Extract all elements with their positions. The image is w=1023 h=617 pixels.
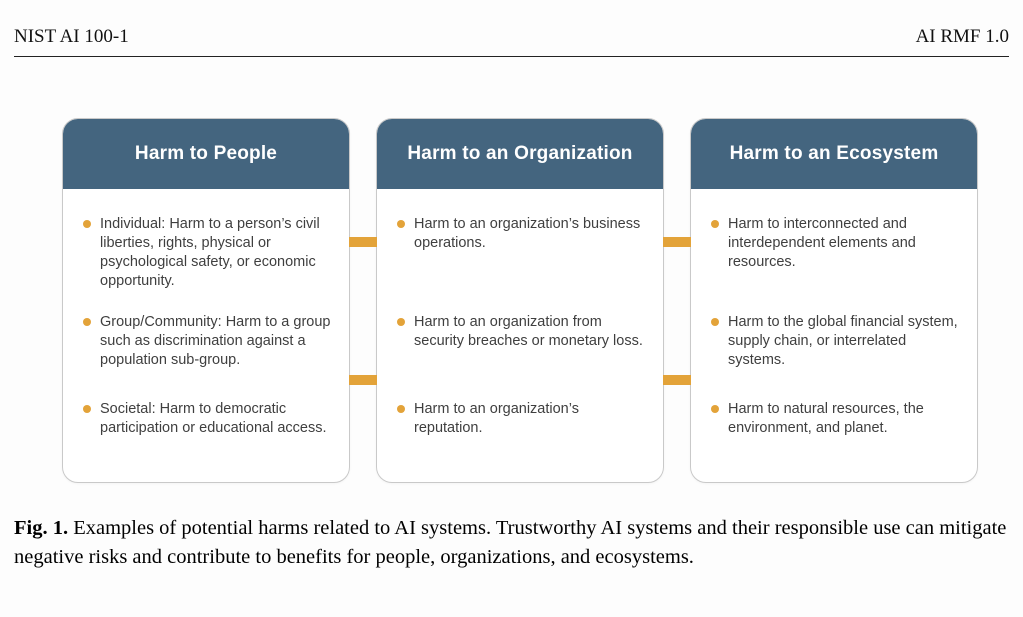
bullet-text: Harm to natural resources, the environment, and planet. xyxy=(728,401,924,437)
figure-caption-text: Examples of potential harms related to AI systems. Trustworthy AI systems and their responsible use can mitigate negative risks and contribute to benefits for people, organizations, and ecosystems. xyxy=(14,517,1007,569)
bullet-dot-icon xyxy=(83,318,91,326)
bullet-list xyxy=(709,215,959,438)
card-harm-to-ecosystem-header xyxy=(691,119,977,189)
card-harm-to-people xyxy=(62,118,350,483)
card-harm-to-organization xyxy=(376,118,664,483)
list-item xyxy=(709,313,959,400)
list-item xyxy=(81,215,331,313)
bullet-dot-icon xyxy=(397,318,405,326)
card-harm-to-people-header xyxy=(63,119,349,189)
bullet-text: Harm to an organization’s business operations. xyxy=(414,216,641,252)
list-item xyxy=(395,313,645,400)
card-harm-to-organization-body xyxy=(377,189,663,438)
connector-bar xyxy=(349,375,377,385)
bullet-dot-icon xyxy=(711,405,719,413)
figure-caption xyxy=(14,514,1014,572)
figure-harms-diagram xyxy=(62,118,978,483)
bullet-text: Group/Community: Harm to a group such as discrimination against a population sub-group. xyxy=(100,314,331,369)
connector-bar xyxy=(349,237,377,247)
card-title: Harm to People xyxy=(134,143,278,164)
connector-bar xyxy=(663,237,691,247)
bullet-text: Harm to interconnected and interdependent elements and resources. xyxy=(728,216,916,271)
bullet-dot-icon xyxy=(711,318,719,326)
list-item xyxy=(395,215,645,313)
list-item xyxy=(709,215,959,313)
list-item xyxy=(709,400,959,438)
bullet-list xyxy=(395,215,645,438)
connector-bar xyxy=(663,375,691,385)
bullet-list xyxy=(81,215,331,438)
card-harm-to-people-body xyxy=(63,189,349,438)
bullet-text: Individual: Harm to a person’s civil liberties, rights, physical or psychological safety, or economic opportunity. xyxy=(100,216,320,290)
bullet-dot-icon xyxy=(397,220,405,228)
document-title: AI RMF 1.0 xyxy=(915,26,1009,47)
header-rule xyxy=(14,56,1009,57)
list-item xyxy=(81,400,331,438)
bullet-dot-icon xyxy=(83,220,91,228)
bullet-dot-icon xyxy=(711,220,719,228)
bullet-text: Harm to an organization from security breaches or monetary loss. xyxy=(414,314,643,350)
list-item xyxy=(395,400,645,438)
bullet-dot-icon xyxy=(397,405,405,413)
running-head xyxy=(14,26,1009,48)
figure-caption-label: Fig. 1. xyxy=(14,517,69,539)
card-harm-to-ecosystem xyxy=(690,118,978,483)
bullet-text: Harm to the global financial system, supply chain, or interrelated systems. xyxy=(728,314,958,369)
card-harm-to-organization-header xyxy=(377,119,663,189)
bullet-text: Harm to an organization’s reputation. xyxy=(414,401,579,437)
list-item xyxy=(81,313,331,400)
card-title: Harm to an Ecosystem xyxy=(729,143,939,164)
bullet-text: Societal: Harm to democratic participation or educational access. xyxy=(100,401,327,437)
bullet-dot-icon xyxy=(83,405,91,413)
document-number: NIST AI 100-1 xyxy=(14,26,129,47)
card-harm-to-ecosystem-body xyxy=(691,189,977,438)
card-title: Harm to an Organization xyxy=(407,143,633,164)
